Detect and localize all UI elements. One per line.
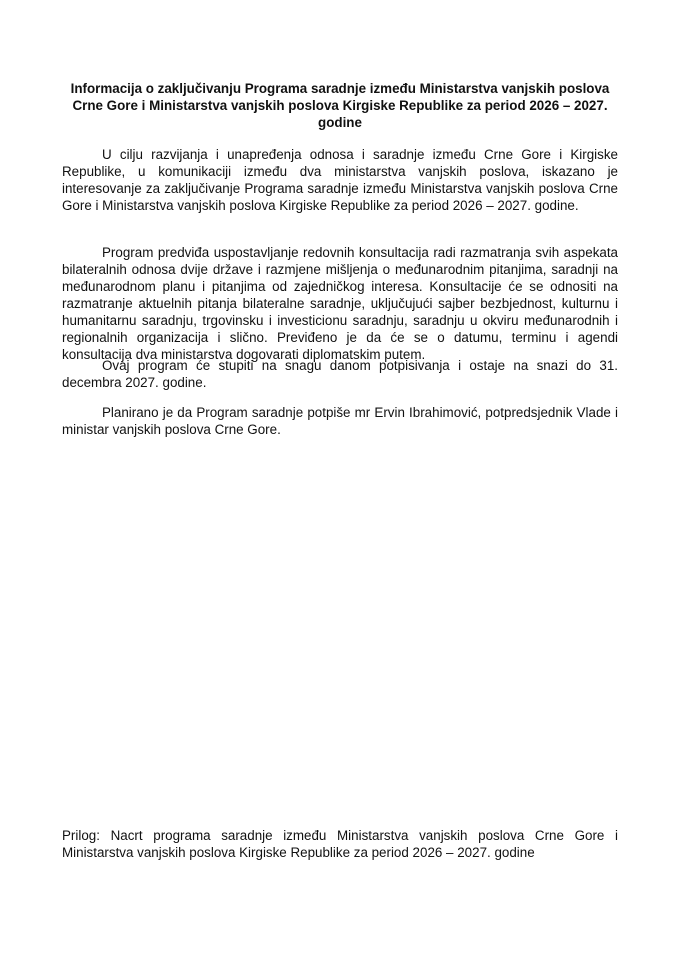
paragraph-introduction: U cilju razvijanja i unapređenja odnosa i saradnje između Crne Gore i Kirgiske Republike, u komunikaciji između dva ministarstva vanjskih poslova, iskazano je interesovanje za zaključivanje Programa saradnje između Ministarstva vanjskih poslova Crne Gore i Ministarstva vanjskih poslova Kirgiske Republike za period 2026 – 2027. godine.	[62, 147, 618, 213]
attachment-note: Prilog: Nacrt programa saradnje između Ministarstva vanjskih poslova Crne Gore i Ministarstva vanjskih poslova Kirgiske Republike za period 2026 – 2027. godine	[62, 828, 618, 860]
paragraph-program-content: Program predviđa uspostavljanje redovnih konsultacija radi razmatranja svih aspekata bilateralnih odnosa dvije države i razmjene mišljenja o međunarodnim pitanjima, saradnji na međunarodnom planu i pitanjima od zajedničkog interesa. Konsultacije će se odnositi na razmatranje aktuelnih pitanja bilateralne saradnje, uključujući sajber bezbjednost, kulturnu i humanitarnu saradnju, trgovinsku i investicionu saradnju, saradnju u okviru međunarodnih i regionalnih organizacija i slično. Previđeno je da će se o datumu, terminu i agendi konsultacija dva ministarstva dogovarati diplomatskim putem.	[62, 245, 618, 362]
document-title: Informacija o zaključivanju Programa saradnje između Ministarstva vanjskih poslova Crne Gore i Ministarstva vanjskih poslova Kirgiske Republike za period 2026 – 2027. godine	[70, 81, 610, 130]
paragraph-signatory: Planirano je da Program saradnje potpiše mr Ervin Ibrahimović, potpredsjednik Vlade i ministar vanjskih poslova Crne Gore.	[62, 405, 618, 437]
paragraph-validity: Ovaj program će stupiti na snagu danom potpisivanja i ostaje na snazi do 31. decembra 2027. godine.	[62, 358, 618, 390]
